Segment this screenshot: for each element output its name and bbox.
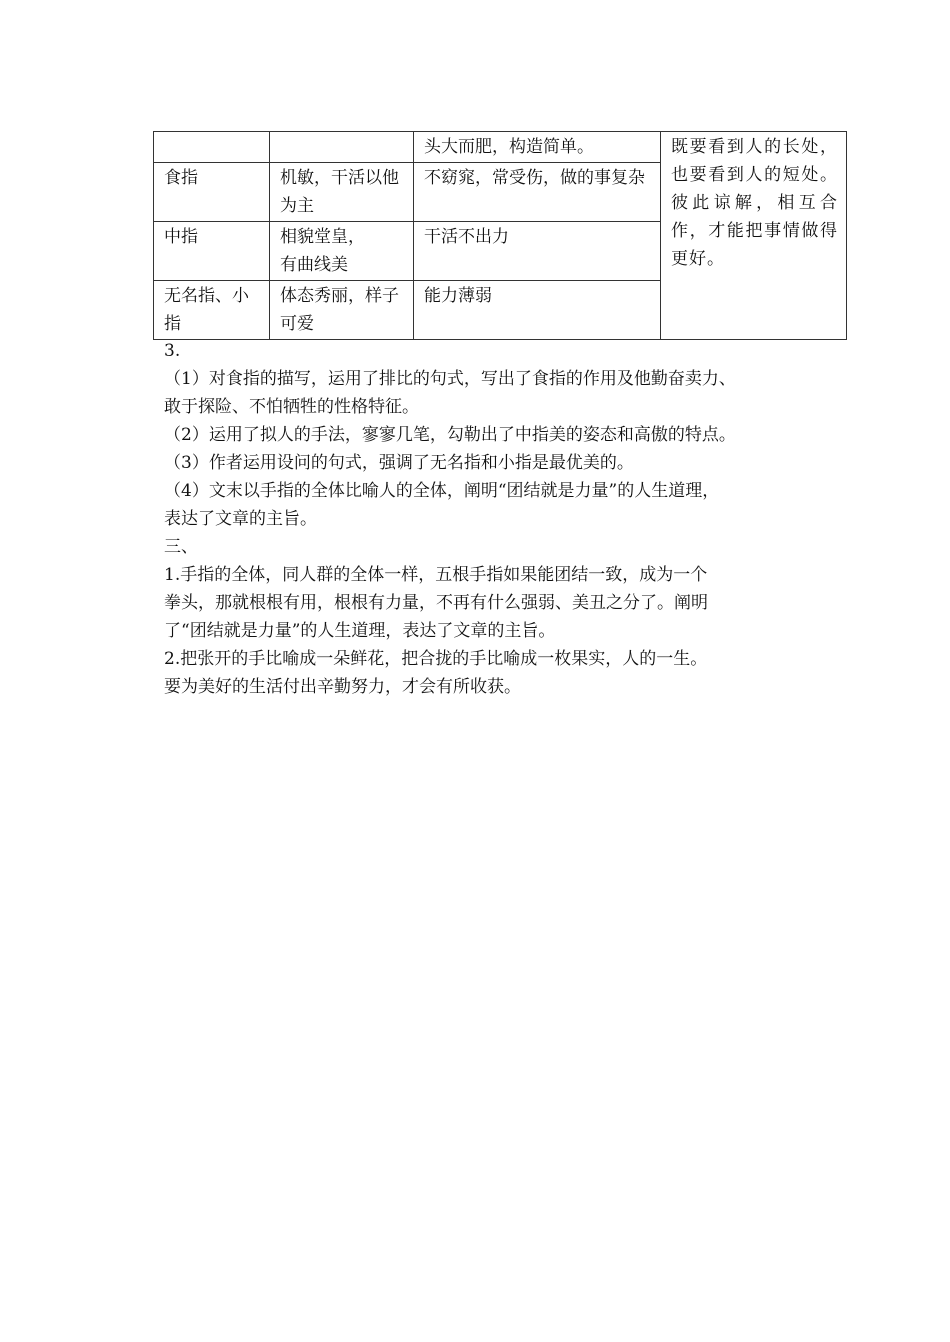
answer-line: 要为美好的生活付出辛勤努力，才会有所收获。 <box>164 677 521 697</box>
table-cell-name: 无名指、小指 <box>154 281 270 340</box>
table-cell-name <box>154 132 270 163</box>
table-row <box>154 132 847 163</box>
answer-line: 1.手指的全体，同人群的全体一样，五根手指如果能团结一致，成为一个 <box>164 565 708 585</box>
table-cell-trait: 干活不出力 <box>414 222 661 281</box>
answer-line: 表达了文章的主旨。 <box>164 509 317 529</box>
section-heading: 三、 <box>164 537 198 557</box>
answer-line: 敢于探险、不怕牺牲的性格特征。 <box>164 397 419 417</box>
table-cell-look: 体态秀丽，样子可爱 <box>270 281 414 340</box>
table-cell-name: 食指 <box>154 163 270 222</box>
table-cell-look-line: 相貌堂皇， <box>280 227 365 247</box>
answer-table <box>153 131 847 340</box>
answer-line: 了“团结就是力量”的人生道理，表达了文章的主旨。 <box>164 621 556 641</box>
table-cell-name: 中指 <box>154 222 270 281</box>
answer-line: （4）文末以手指的全体比喻人的全体，阐明“团结就是力量”的人生道理， <box>164 481 720 501</box>
answer-line: （2）运用了拟人的手法，寥寥几笔，勾勒出了中指美的姿态和高傲的特点。 <box>164 425 736 445</box>
table-cell-trait: 不窈窕，常受伤，做的事复杂 <box>414 163 661 222</box>
answer-line: （3）作者运用设问的句式，强调了无名指和小指是最优美的。 <box>164 453 634 473</box>
table-cell-look-line: 有曲线美 <box>280 255 348 275</box>
answer-line: 2.把张开的手比喻成一朵鲜花，把合拢的手比喻成一枚果实，人的一生。 <box>164 649 708 669</box>
table-cell-trait: 能力薄弱 <box>414 281 661 340</box>
table-cell-look <box>270 132 414 163</box>
table-cell-summary: 既要看到人的长处，也要看到人的短处。彼此谅解，相互合作，才能把事情做得更好。 <box>661 132 847 340</box>
answer-content <box>164 337 824 701</box>
table-cell-look <box>270 222 414 281</box>
section-heading: 3. <box>164 341 181 361</box>
answer-line: （1）对食指的描写，运用了排比的句式，写出了食指的作用及他勤奋卖力、 <box>164 369 736 389</box>
table-cell-trait: 头大而肥，构造简单。 <box>414 132 661 163</box>
answer-line: 拳头，那就根根有用，根根有力量，不再有什么强弱、美丑之分了。阐明 <box>164 593 708 613</box>
table-cell-look: 机敏，干活以他为主 <box>270 163 414 222</box>
